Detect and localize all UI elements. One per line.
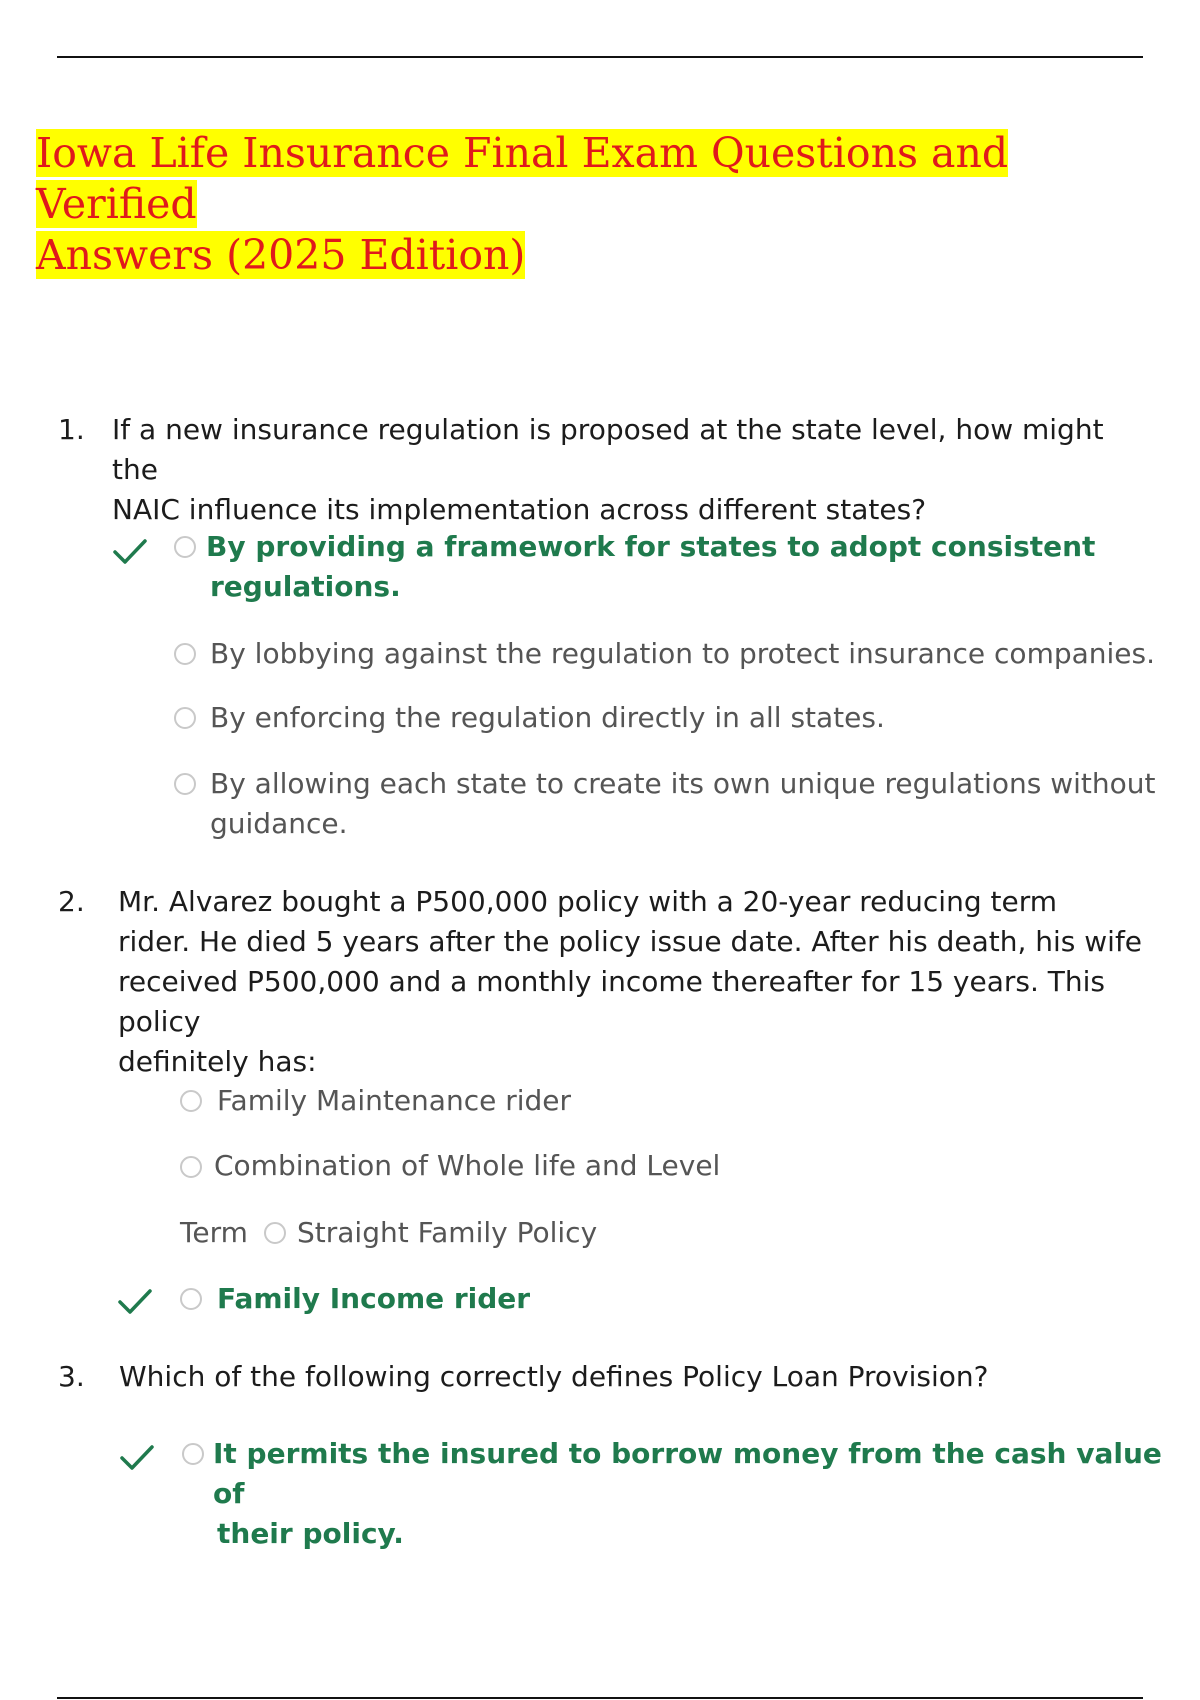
- option-text: Straight Family Policy: [297, 1216, 598, 1249]
- radio-button[interactable]: [180, 1288, 202, 1310]
- radio-button[interactable]: [174, 773, 196, 795]
- option-text: guidance.: [210, 807, 348, 840]
- option-text: It permits the insured to borrow money from the cash value of: [213, 1437, 1162, 1510]
- answer-option-correct[interactable]: [206, 527, 1106, 607]
- question-text-line: NAIC influence its implementation across different states?: [112, 493, 927, 526]
- radio-button[interactable]: [180, 1090, 202, 1112]
- answer-option[interactable]: [210, 698, 1160, 738]
- answer-option[interactable]: [210, 634, 1160, 674]
- option-text: their policy.: [217, 1517, 404, 1550]
- correct-check-icon: [119, 1439, 155, 1475]
- correct-check-icon: [117, 1283, 153, 1319]
- question-number: 1.: [58, 413, 85, 446]
- question-number: 2.: [58, 885, 85, 918]
- question-text-line: received P500,000 and a monthly income thereafter for 15 years. This policy: [118, 965, 1105, 1038]
- question-text-line: Which of the following correctly defines Policy Loan Provision?: [119, 1360, 989, 1393]
- answer-option-correct[interactable]: [213, 1434, 1163, 1554]
- radio-button[interactable]: [174, 707, 196, 729]
- question-text-line: If a new insurance regulation is proposed at the state level, how might the: [112, 413, 1104, 486]
- option-text: By providing a framework for states to adopt consistent: [206, 530, 1096, 563]
- radio-button[interactable]: [264, 1222, 286, 1244]
- title-line-2: Answers (2025 Edition): [36, 231, 526, 279]
- question-number: 3.: [58, 1360, 85, 1393]
- radio-button[interactable]: [174, 536, 196, 558]
- title-line-1: Iowa Life Insurance Final Exam Questions and Verified: [36, 129, 1009, 228]
- top-rule: [57, 56, 1143, 58]
- page-title: [36, 128, 1136, 281]
- question-2: [58, 882, 1178, 1082]
- answer-option[interactable]: [217, 1081, 1117, 1121]
- correct-check-icon: [112, 533, 148, 569]
- option-text: regulations.: [210, 570, 401, 603]
- option-text: Combination of Whole life and Level: [214, 1149, 721, 1182]
- question-text-line: Mr. Alvarez bought a P500,000 policy with a 20-year reducing term: [118, 885, 1057, 918]
- answer-option[interactable]: [210, 764, 1160, 844]
- question-text-line: definitely has:: [118, 1045, 317, 1078]
- answer-option-correct[interactable]: [217, 1279, 1117, 1319]
- option-text-continuation: Term: [180, 1216, 248, 1249]
- option-text: By lobbying against the regulation to protect insurance companies.: [210, 637, 1156, 670]
- question-text-line: rider. He died 5 years after the policy issue date. After his death, his wife: [118, 925, 1143, 958]
- option-text: Family Maintenance rider: [217, 1084, 572, 1117]
- option-text: By enforcing the regulation directly in all states.: [210, 701, 885, 734]
- radio-button[interactable]: [174, 643, 196, 665]
- radio-button[interactable]: [182, 1443, 204, 1465]
- question-1: [58, 410, 1158, 530]
- radio-button[interactable]: [180, 1156, 202, 1178]
- option-text: Family Income rider: [217, 1282, 531, 1315]
- option-text: By allowing each state to create its own unique regulations without: [210, 767, 1156, 800]
- answer-option[interactable]: [214, 1146, 1114, 1186]
- question-3: [58, 1357, 1158, 1397]
- bottom-rule: [57, 1697, 1143, 1699]
- answer-option[interactable]: [297, 1213, 997, 1253]
